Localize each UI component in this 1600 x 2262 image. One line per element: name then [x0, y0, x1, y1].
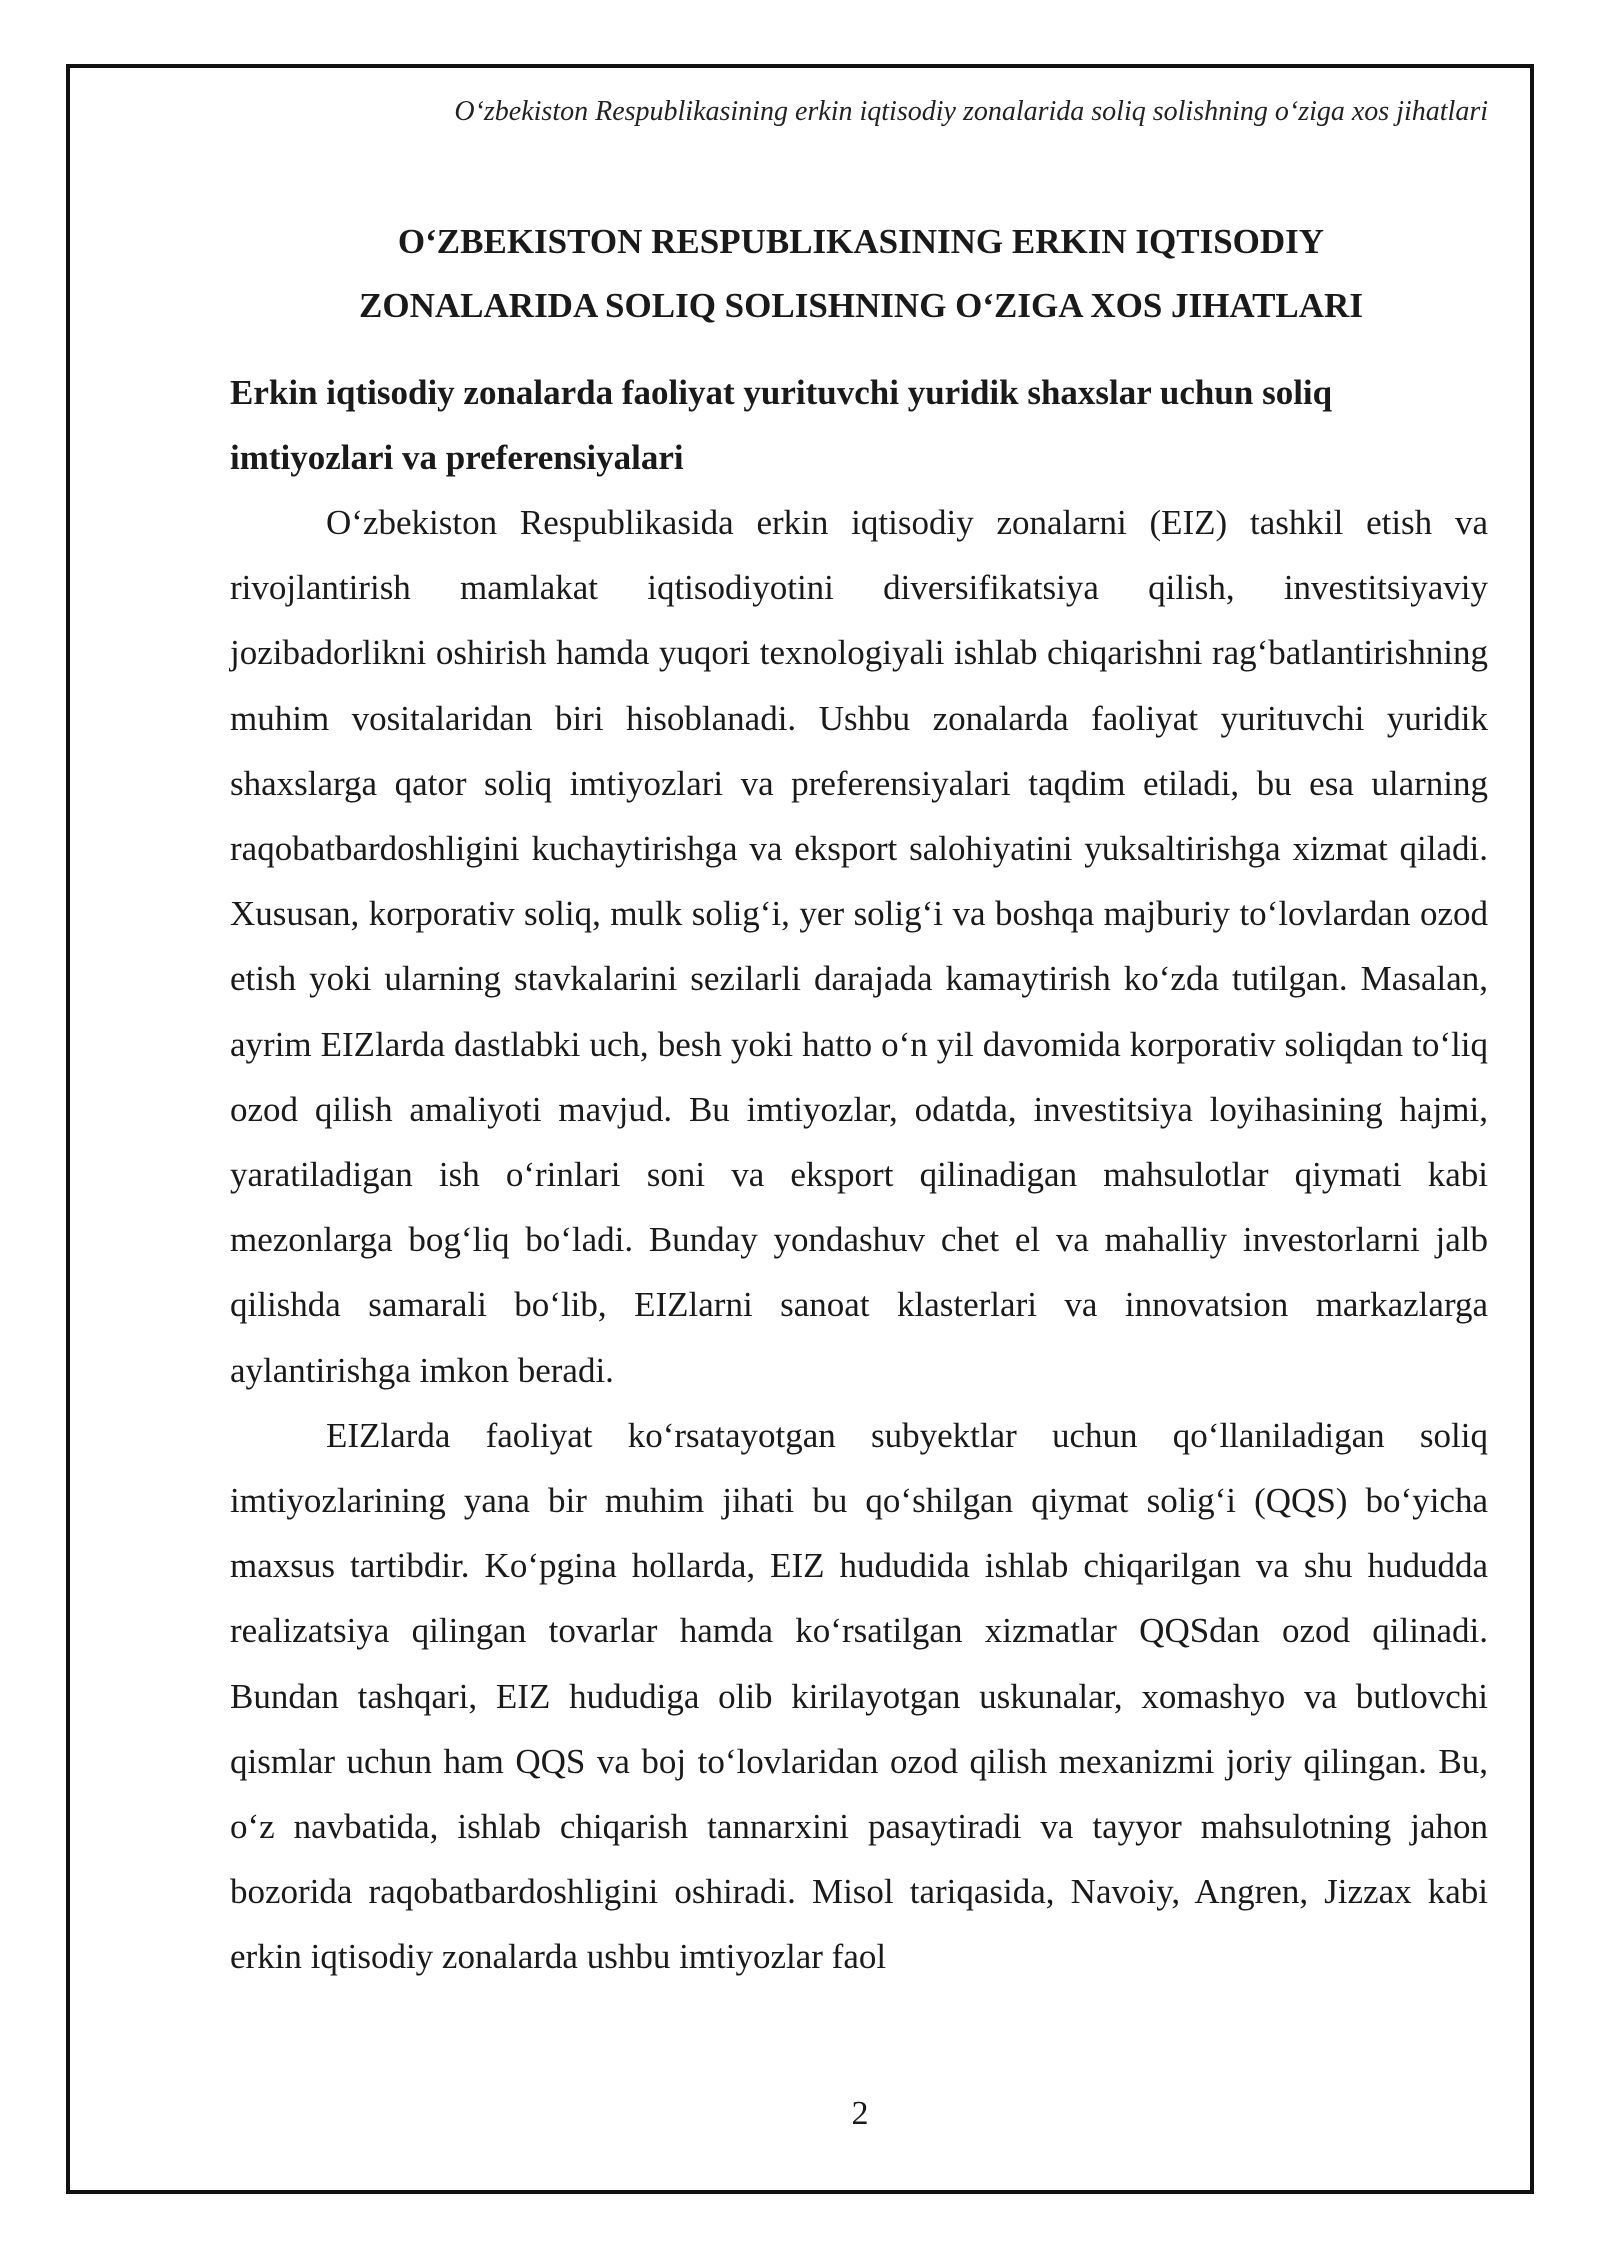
document-title [230, 210, 1488, 338]
paragraph-2: EIZlarda faoliyat ko‘rsatayotgan subyektlar uchun qo‘llaniladigan soliq imtiyozlarining yana bir muhim jihati bu qo‘shilgan qiymat solig‘i (QQS) bo‘yicha maxsus tartibdir. Ko‘pgina hollarda, EIZ hududida ishlab chiqarilgan va shu hududda realizatsiya qilingan tovarlar hamda ko‘rsatilgan xizmatlar QQSdan ozod qilinadi. Bundan tashqari, EIZ hududiga olib kirilayotgan uskunalar, xomashyo va butlovchi qismlar uchun ham QQS va boj to‘lovlaridan ozod qilish mexanizmi joriy qilingan. Bu, o‘z navbatida, ishlab chiqarish tannarxini pasaytiradi va tayyor mahsulotning jahon bozorida raqobatbardoshligini oshiradi. Misol tariqasida, Navoiy, Angren, Jizzax kabi erkin iqtisodiy zonalarda ushbu imtiyozlar faol [230, 1415, 1488, 1977]
page-number: 2 [851, 2095, 869, 2132]
document-body [230, 210, 1488, 1990]
section-heading: Erkin iqtisodiy zonalarda faoliyat yurituvchi yuridik shaxslar uchun soliq imtiyozlari va preferensiyalari [230, 373, 1333, 477]
running-header: O‘zbekiston Respublikasining erkin iqtisodiy zonalarida soliq solishning o‘ziga xos jihatlari [454, 96, 1488, 127]
document-title-line-1: O‘ZBEKISTON RESPUBLIKASINING ERKIN IQTISODIY [397, 222, 1325, 261]
paragraph-1: O‘zbekiston Respublikasida erkin iqtisodiy zonalarni (EIZ) tashkil etish va rivojlantirish mamlakat iqtisodiyotini diversifikatsiya qilish, investitsiyaviy jozibadorlikni oshirish hamda yuqori texnologiyali ishlab chiqarishni rag‘batlantirishning muhim vositalaridan biri hisoblanadi. Ushbu zonalarda faoliyat yurituvchi yuridik shaxslarga qator soliq imtiyozlari va preferensiyalari taqdim etiladi, bu esa ularning raqobatbardoshligini kuchaytirishga va eksport salohiyatini yuksaltirishga xizmat qiladi. Xususan, korporativ soliq, mulk solig‘i, yer solig‘i va boshqa majburiy to‘lovlardan ozod etish yoki ularning stavkalarini sezilarli darajada kamaytirish ko‘zda tutilgan. Masalan, ayrim EIZlarda dastlabki uch, besh yoki hatto o‘n yil davomida korporativ soliqdan to‘liq ozod qilish amaliyoti mavjud. Bu imtiyozlar, odatda, investitsiya loyihasining hajmi, yaratiladigan ish o‘rinlari soni va eksport qilinadigan mahsulotlar qiymati kabi mezonlarga bog‘liq bo‘ladi. Bunday yondashuv chet el va mahalliy investorlarni jalb qilishda samarali bo‘lib, EIZlarni sanoat klasterlari va innovatsion markazlarga aylantirishga imkon beradi. [230, 503, 1488, 1390]
document-title-line-2: ZONALARIDA SOLIQ SOLISHNING O‘ZIGA XOS JIHATLARI [359, 286, 1363, 325]
